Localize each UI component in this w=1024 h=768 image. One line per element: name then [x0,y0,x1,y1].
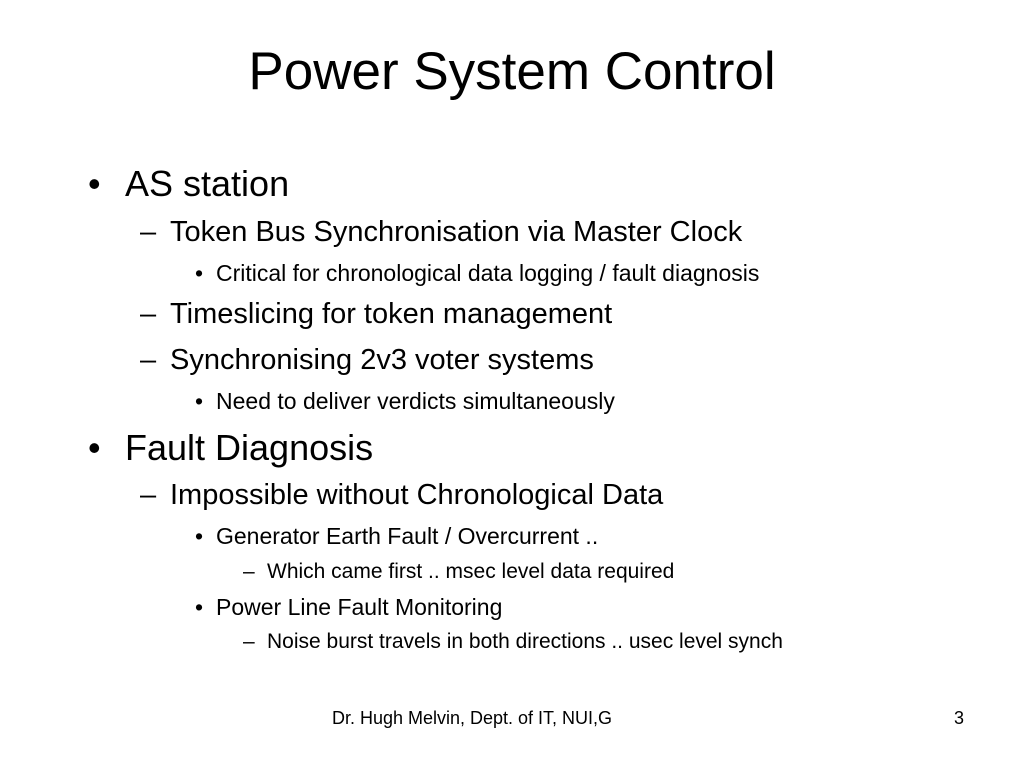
detail-text: Need to deliver verdicts simultaneously [216,388,615,414]
bullet-marker: • [88,427,101,468]
slide-footer: Dr. Hugh Melvin, Dept. of IT, NUI,G [331,708,613,728]
dash-marker: – [243,630,255,653]
bullet-marker: • [88,163,101,204]
bullet-marker: • [195,523,204,549]
dash-marker: – [140,479,157,511]
note-text: Noise burst travels in both directions .. usec level synch [267,630,783,653]
detail-text: Generator Earth Fault / Overcurrent .. [216,523,599,549]
detail-text: Power Line Fault Monitoring [216,594,503,620]
dash-marker: – [140,216,157,248]
bullet-text: AS station [125,163,290,204]
bullet-marker: • [195,594,204,620]
dash-marker: – [140,344,157,376]
bullet-marker: • [195,260,204,286]
dash-marker: – [140,298,157,330]
dash-marker: – [243,560,255,583]
bullet-marker: • [195,388,204,414]
subitem-text: Impossible without Chronological Data [170,479,664,511]
subitem-text: Token Bus Synchronisation via Master Clock [170,216,743,248]
bullet-text: Fault Diagnosis [125,427,374,468]
slide-number: 3 [953,708,964,728]
detail-text: Critical for chronological data logging / fault diagnosis [216,260,760,286]
subitem-text: Timeslicing for token management [170,298,613,330]
slide-title: Power System Control [248,42,776,101]
subitem-text: Synchronising 2v3 voter systems [170,344,594,376]
note-text: Which came first .. msec level data required [267,560,675,583]
